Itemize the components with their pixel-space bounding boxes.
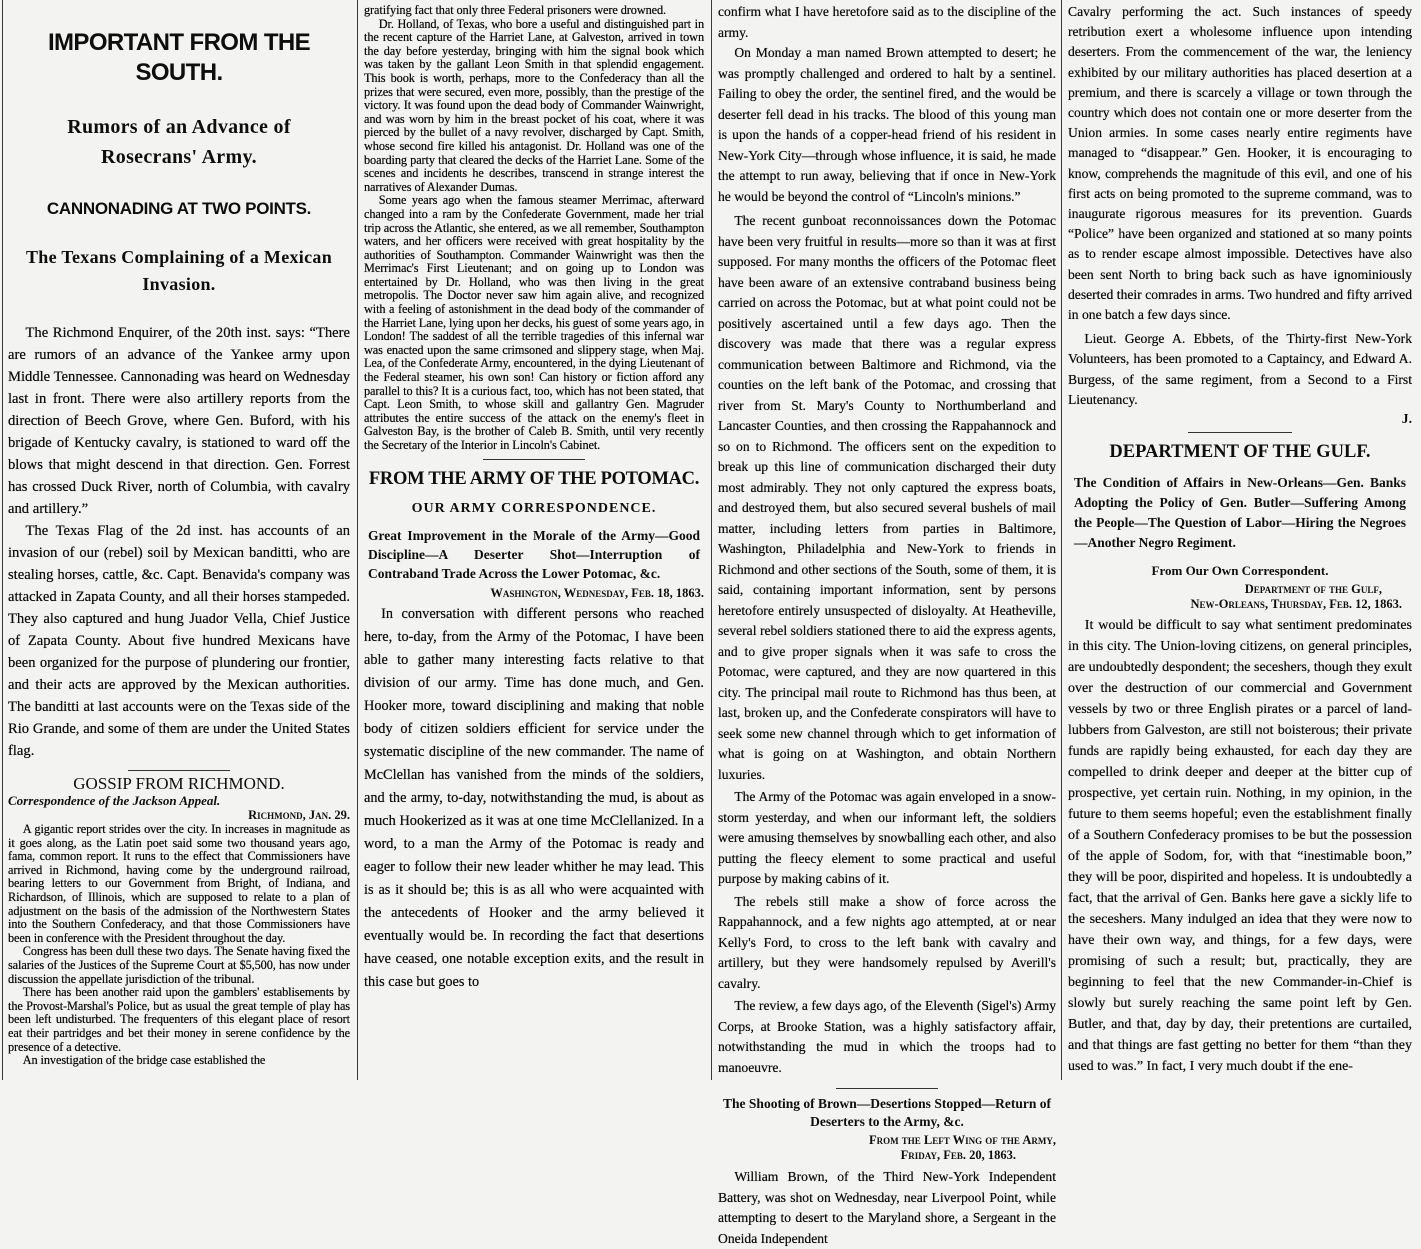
article-paragraph: The Texas Flag of the 2d inst. has accounts of an invasion of our (rebel) soil by Mexican banditti, who are stealing horses, cattle, &c. Capt. Benavida's company was attacked in Zapata County, and all their horses stampeded. They also captured and hung Juador Vella, Chief Justice of Zapata County. About five hundred Mexicans have been organized for the purpose of plundering our frontier, and their acts are approved by the Mexican authorities. The banditti at last accounts were on the Texas side of the Rio Grande, and some of them are under the United States flag. [8,523,350,759]
dateline: Department of the Gulf, [1244,582,1382,597]
article-paragraph: The Army of the Potomac was again enveloped in a snow-storm yesterday, and when our informant left, the soldiers were amusing themselves by snowballing each other, and also putting the fleecy element to some practical and useful purpose by making cabins of it. [718,789,1056,886]
subheadline: Rumors of an Advance of Rosecrans' Army. [67,116,291,168]
column-rule [1061,0,1062,1080]
article-paragraph: It would be difficult to say what sentiment predominates in this city. The Union-loving citizens, on general principles, are undoubtedly despondent; the seceshers, though they exult over the destruction of our commercial and Government vessels by two or three English pirates or a parcel of land-lubbers from Galveston, are still not boisterous; their private funds are rapidly being exhausted, for each day they are compelled to drink deeper and deeper at the bitter cup of prospective, yet certain ruin. Nothing, in my opinion, in the future to them seems hopeful; even the establishment finally of a Southern Confederacy promises to be but the possession of the apple of Sodom, for, with that “inestimable boon,” they will be poor, dispirited and hopeless. It is undoubtedly a fact, that the arrival of Gen. Banks here gave a sickly life to the seceshers. Many indulged an idea that they were now to have their own way, and things, for a few days, were promising of such a result; but, practically, they are beginning to feel that the new Commander-in-Chief is slowly but surely reaching the same point left by Gen. Butler, and that, day by day, their pretentions are curtailed, and that things are fast getting no better for them “than they used to was.” In fact, I very much doubt if the ene- [1068,618,1412,1075]
article-paragraph: Congress has been dull these two days. The Senate having fixed the salaries of the Justices of the Supreme Court at $5,500, has now under discussion the appellate jurisdiction of the tribunal. [8,944,350,986]
signature: J. [1401,411,1412,427]
byline: From Our Own Correspondent. [1151,563,1329,579]
headline: FROM THE ARMY OF THE POTOMAC. [368,468,700,489]
article-paragraph: On Monday a man named Brown attempted to desert; he was promptly challenged and ordered to halt by a sentinel. Failing to obey the order, the sentinel fired, and the would be deserter fell dead in his tracks. The blood of this young man is upon the hands of a copper-head friend of his resident in New-York City—through whose influence, it is said, he made the attempt to run away, believing that if once in New-York he would be beyond the control of “Lincoln's minions.” [718,45,1056,204]
article-paragraph: Dr. Holland, of Texas, who bore a useful and distinguished part in the recent capture of the Harriet Lane, at Galveston, arrived in town the day before yesterday, bringing with him the signal book which was taken by the gallant Leon Smith in that splendid engagement. This book is worth, perhaps, more to the Confederacy than all the prizes that were secured, even more, possibly, than the prestige of the victory. It was found upon the dead body of Commander Wainwright, and was worn by him in the breast pocket of his coat, where it was pierced by the bullet of a navy revolver, discharged by Capt. Smith, whose second fire killed his antagonist. Dr. Holland was one of the boarding party that cleared the decks of the Harriet Lane. Some of the scenes and incidents he describes, transcend in strange interest the narratives of Alexander Dumas. [364,16,704,194]
divider [1188,432,1291,433]
article-paragraph: The review, a few days ago, of the Eleventh (Sigel's) Army Corps, at Brooke Station, was a highly satisfactory affair, notwithstanding the mud in which the troops had to manoeuvre. [718,998,1056,1075]
dateline: Washington, Wednesday, Feb. 18, 1863. [490,585,704,600]
source-line: Correspondence of the Jackson Appeal. [8,793,221,808]
subheadline: Great Improvement in the Morale of the Army—Good Discipline—A Deserter Shot—Interruption of Contraband Trade Across the Lower Potomac, &c. [368,527,700,581]
article-paragraph: A gigantic report strides over the city. In increases in magnitude as it goes along, as the Latin poet said some two thousand years ago, fama, common report. It runs to the effect that Commissioners have arrived in Richmond, having come by the underground railroad, bearing letters to our Government from Bright, of Indiana, and Richardson, of Illinois, which are supposed to relate to a plan of adjustment on the basis of the admission of the Northwestern States into the Southern Confederacy, and that those Commissioners have been in conference with the President throughout the day. [8,822,350,945]
article-paragraph: Lieut. George A. Ebbets, of the Thirty-first New-York Volunteers, has been promoted to a Captaincy, and Edward A. Burgess, of the same regiment, from a Second to a First Lieutenancy. [1068,331,1412,407]
subheadline: The Shooting of Brown—Desertions Stopped—Return of Deserters to the Army, &c. [723,1096,1051,1129]
subheadline: The Condition of Affairs in New-Orleans—Gen. Banks Adopting the Policy of Gen. Butler—Suffering Among the People—The Question of Labor—Hiring the Negroes—Another Negro Regiment. [1074,475,1406,551]
section-title: OUR ARMY CORRESPONDENCE. [411,500,657,516]
section-title: GOSSIP FROM RICHMOND. [73,774,285,793]
article-paragraph: gratifying fact that only three Federal prisoners were drowned. [364,3,667,17]
article-paragraph: William Brown, of the Third New-York Independent Battery, was shot on Wednesday, near Liverpool Point, while attempting to desert to the Maryland shore, a Sergeant in the Oneida Independent [718,1169,1056,1246]
divider [836,1088,937,1089]
divider [483,459,585,460]
article-paragraph: There has been another raid upon the gamblers' establisements by the Provost-Marshal's Police, but as usual the great temple of play has been left undisturbed. The frequenters of this elegant place of resort eat their partridges and bet their money in serene confidence by the presence of a detective. [8,985,350,1054]
column-2 [364,0,704,994]
article-paragraph: The recent gunboat reconnoissances down the Potomac have been very fruitful in results—more so than it was at first supposed. For many months the officers of the Potomac fleet have been aware of an extensive contraband business being carried on across the Potomac, but at what point could not be positively ascertained until a few days ago. Then the discovery was made that there was a regular express communication between Baltimore and Richmond, via the counties on the left bank of the Potomac, and crossing that river from St. Mary's County to Northumberland and Lancaster Counties, and then crossing the Rappahannock and so on to Richmond. The officers sent on the expedition to break up this line of communication discharged their duty most admirably. They not only captured the express boats, and destroyed them, but also secured several bushels of mail matter, including letters from parties in Baltimore, Washington, Philadelphia and New-York to friends in Richmond and other sections of the South, some of them, it is said, containing important information, sent by persons heretofore entirely unsuspected of disloyalty. At Heatheville, several rebel soldiers stationed there to aid the express agents, and to give proper signals when it was safe to cross the Potomac, were captured, and they are now quartered in this city. The principal mail route to Richmond has thus been, at last, broken up, and the Confederate conspirators will have to seek some new channel through which to get information of what is going on at Washington, and obtain Northern luxuries. [718,213,1056,782]
gossip-body [8,823,350,1068]
dateline: New-Orleans, Thursday, Feb. 12, 1863. [1190,597,1402,612]
headline: IMPORTANT FROM THE SOUTH. [47,29,311,86]
subheadline: CANNONADING AT TWO POINTS. [46,199,312,218]
article-paragraph: confirm what I have heretofore said as to the discipline of the army. [718,4,1056,40]
article-paragraph: Cavalry performing the act. Such instances of speedy retribution exert a wholesome influence upon intending deserters. From the commencement of the war, the leniency exhibited by our military authorities has placed desertion at a premium, and there is scarcely a village or town through the country which does not contain one or more deserter from the Union armies. In some cases nearly entire regiments have managed to “disappear.” Gen. Hooker, it is encouraging to know, comprehends the magnitude of this evil, and one of his first acts on being promoted to the supreme command, was to inaugurate rigorous measures for its prevention. Guards “Police” have been organized and stationed at so many points as to render escape almost impossible. Detectives have also been sent North to bring back such as have ignominiously deserted their comrades in arms. Two hundred and fifty arrived in one batch a few days since. [1068,4,1412,323]
column-4 [1068,0,1412,1077]
article-paragraph: The Richmond Enquirer, of the 20th inst. says: “There are rumors of an advance of the Yankee army upon Middle Tennessee. Cannonading was heard on Wednesday last in front. There were also artillery reports from the direction of Beech Grove, where Gen. Buford, with his brigade of Kentucky cavalry, is stationed to ward off the blows that might descend in that direction. Gen. Forrest has crossed Duck River, north of Columbia, with cavalry and artillery.” [8,325,350,517]
column-rule [711,0,712,1080]
article-continuation [364,4,704,453]
column-rule [357,0,358,1080]
subheadline: The Texans Complaining of a Mexican Invasion. [25,247,333,294]
article-paragraph: The rebels still make a show of force across the Rappahannock, and a few nights ago attempted, at or near Kelly's Ford, to cross to the left bank with cavalry and artillery, but they were handsomely repulsed by Averill's cavalry. [718,893,1056,991]
column-1 [8,0,350,1068]
article-paragraph: In conversation with different persons who reached here, to-day, from the Army of the Potomac, I have been able to gather many interesting facts relative to that division of our army. Time has done much, and Gen. Hooker more, toward disciplining and making that noble body of citizen soldiers efficient for service under the systematic discipline of the new commander. The name of McClellan has vanished from the minds of the soldiers, and the army, to-day, notwithstanding the mud, is about as much Hookerized as it was at one time McClellanized. In a word, to a man the Army of the Potomac is ready and eager to follow their new leader whither he may lead. This is as it should be; this is as all who were acquainted with the antecedents of Hooker and the army believed it eventually would be. In recording the fact that desertions have ceased, one notable exception exits, and the result in this case but goes to [364,605,704,990]
dateline: Friday, Feb. 20, 1863. [900,1148,1016,1162]
column-3 [718,0,1056,1249]
article-continuation [718,2,1056,1078]
column-rule [2,0,3,1080]
dateline: Richmond, Jan. 29. [248,808,350,822]
divider [128,770,231,771]
dateline: From the Left Wing of the Army, [869,1133,1056,1147]
headline: DEPARTMENT OF THE GULF. [1109,442,1371,463]
article-paragraph: Some years ago when the famous steamer Merrimac, afterward changed into a ram by the Confederate Government, made her trial trip across the Atlantic, she entered, as we all remember, Southampton waters, and her officers were received with great hospitality by the authorities of Southampton. Commander Wainwright was then the Merrimac's First Lieutenant; and on going up to London was entertained by Dr. Holland, who was then living in the great metropolis. The Doctor never saw him again alive, and recognized with a feeling of astonishment in the dead body of the commander of the Harriet Lane, lying upon her decks, his guest of some years ago, in London! The saddest of all the terrible tragedies of this infernal war was enacted upon the same crimsoned and slippery stage, when Maj. Lea, of the Confederate Army, encountered, in the dying Lieutenant of the Federal steamer, his own son! Can history or fiction afford any parallel to this? It is a curious fact, too, which has not been stated, that Capt. Leon Smith, to whose skill and gallantry Gen. Magruder attributes the entire success of the attack on the enemy's fleet in Galveston Bay, is the brother of Caleb B. Smith, until very recently the Secretary of the Interior in Lincoln's Cabinet. [364,193,704,452]
article-paragraph: An investigation of the bridge case established the [22,1053,266,1068]
